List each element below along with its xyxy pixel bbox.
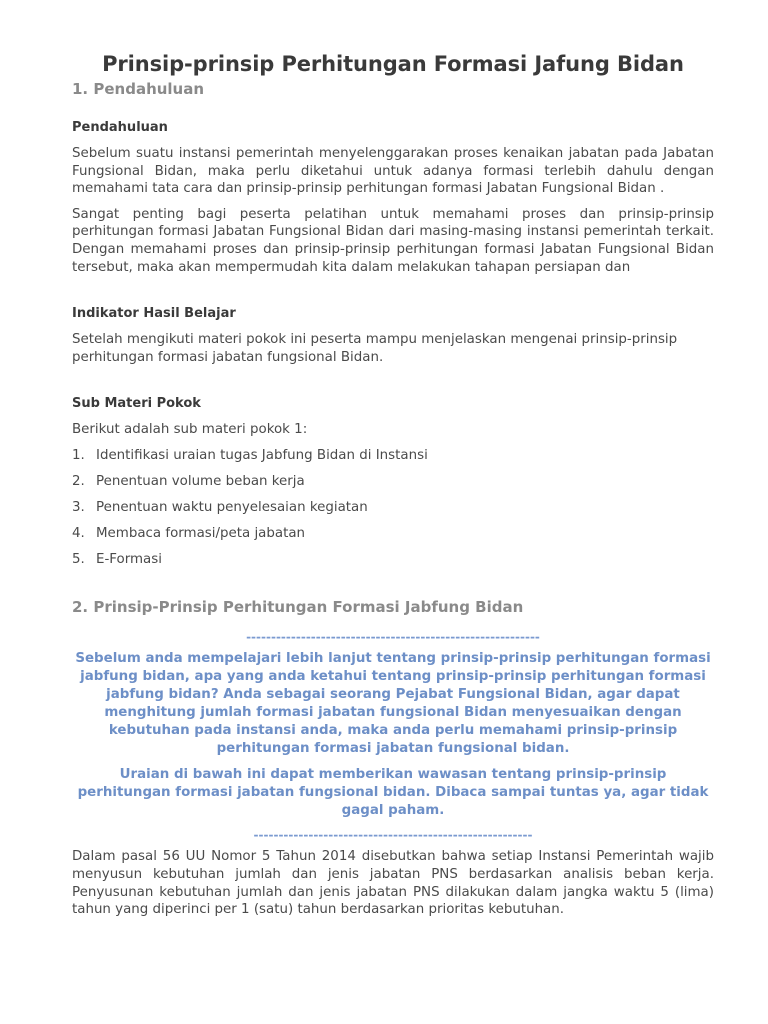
intro-paragraph-1: Sebelum suatu instansi pemerintah menyelenggarakan proses kenaikan jabatan pada Jabatan Fungsional Bidan, maka perlu diketahui untuk adanya formasi terlebih dahulu dengan memahami tata cara dan prinsip-prinsip perhitungan formasi Jabatan Fungsional Bidan . [72,146,714,197]
list-item-text: Identifikasi uraian tugas Jabfung Bidan di Instansi [96,447,428,463]
indicator-heading: Indikator Hasil Belajar [72,306,236,322]
list-item [72,551,714,569]
list-item-number: 5. [72,551,85,567]
section-2-heading: 2. Prinsip-Prinsip Perhitungan Formasi Jabfung Bidan [72,598,524,617]
list-item-text: E-Formasi [96,551,162,567]
intro-paragraph-2: Sangat penting bagi peserta pelatihan untuk memahami proses dan prinsip-prinsip perhitungan formasi Jabatan Fungsional Bidan dari masing-masing instansi pemerintah terkait. Dengan memahami proses dan prinsip-prinsip perhitungan formasi Jabatan Fungsional Bidan tersebut, maka akan mempermudah kita dalam melakukan tahapan persiapan dan [72,206,714,275]
list-item [72,473,714,491]
list-item-text: Penentuan volume beban kerja [96,473,305,489]
list-item-text: Penentuan waktu penyelesaian kegiatan [96,499,368,515]
list-item-number: 1. [72,447,85,463]
body-paragraph: Dalam pasal 56 UU Nomor 5 Tahun 2014 disebutkan bahwa setiap Instansi Pemerintah wajib menyusun kebutuhan jumlah dan jenis jabatan PNS berdasarkan analisis beban kerja. Penyusunan kebutuhan jumlah dan jenis jabatan PNS dilakukan dalam jangka waktu 5 (lima) tahun yang diperinci per 1 (satu) tahun berdasarkan prioritas kebutuhan. [72,849,714,918]
submateri-intro: Berikut adalah sub materi pokok 1: [72,422,308,438]
list-item-text: Membaca formasi/peta jabatan [96,525,306,541]
list-item [72,499,714,517]
list-item-number: 3. [72,499,85,515]
divider-bottom: -------------------------------------------------------- [253,828,533,843]
section-1-heading: 1. Pendahuluan [72,80,205,98]
highlight-paragraph-1: Sebelum anda mempelajari lebih lanjut tentang prinsip-prinsip perhitungan formasi jabfung bidan, apa yang anda ketahui tentang prinsip-prinsip perhitungan formasi jabfung bidan? Anda sebagai seorang Pejabat Fungsional Bidan, agar dapat menghitung jumlah formasi jabatan fungsional Bidan menyesuaikan dengan kebutuhan pada instansi anda, maka anda perlu memahami prinsip-prinsip perhitungan formasi jabatan fungsional bidan. [75,651,711,757]
document-title: Prinsip-prinsip Perhitungan Formasi Jafung Bidan [102,52,684,76]
divider-top: ----------------------------------------------------------- [246,630,540,645]
indicator-text: Setelah mengikuti materi pokok ini peserta mampu menjelaskan mengenai prinsip-prinsip perhitungan formasi jabatan fungsional Bidan. [72,332,678,365]
list-item-number: 2. [72,473,85,489]
document-page [72,52,714,919]
list-item [72,525,714,543]
list-item [72,447,714,465]
highlight-paragraph-2: Uraian di bawah ini dapat memberikan wawasan tentang prinsip-prinsip perhitungan formasi jabatan fungsional bidan. Dibaca sampai tuntas ya, agar tidak gagal paham. [77,767,709,819]
submateri-heading: Sub Materi Pokok [72,396,201,412]
list-item-number: 4. [72,525,85,541]
pendahuluan-heading: Pendahuluan [72,120,168,135]
submateri-list [72,447,714,569]
